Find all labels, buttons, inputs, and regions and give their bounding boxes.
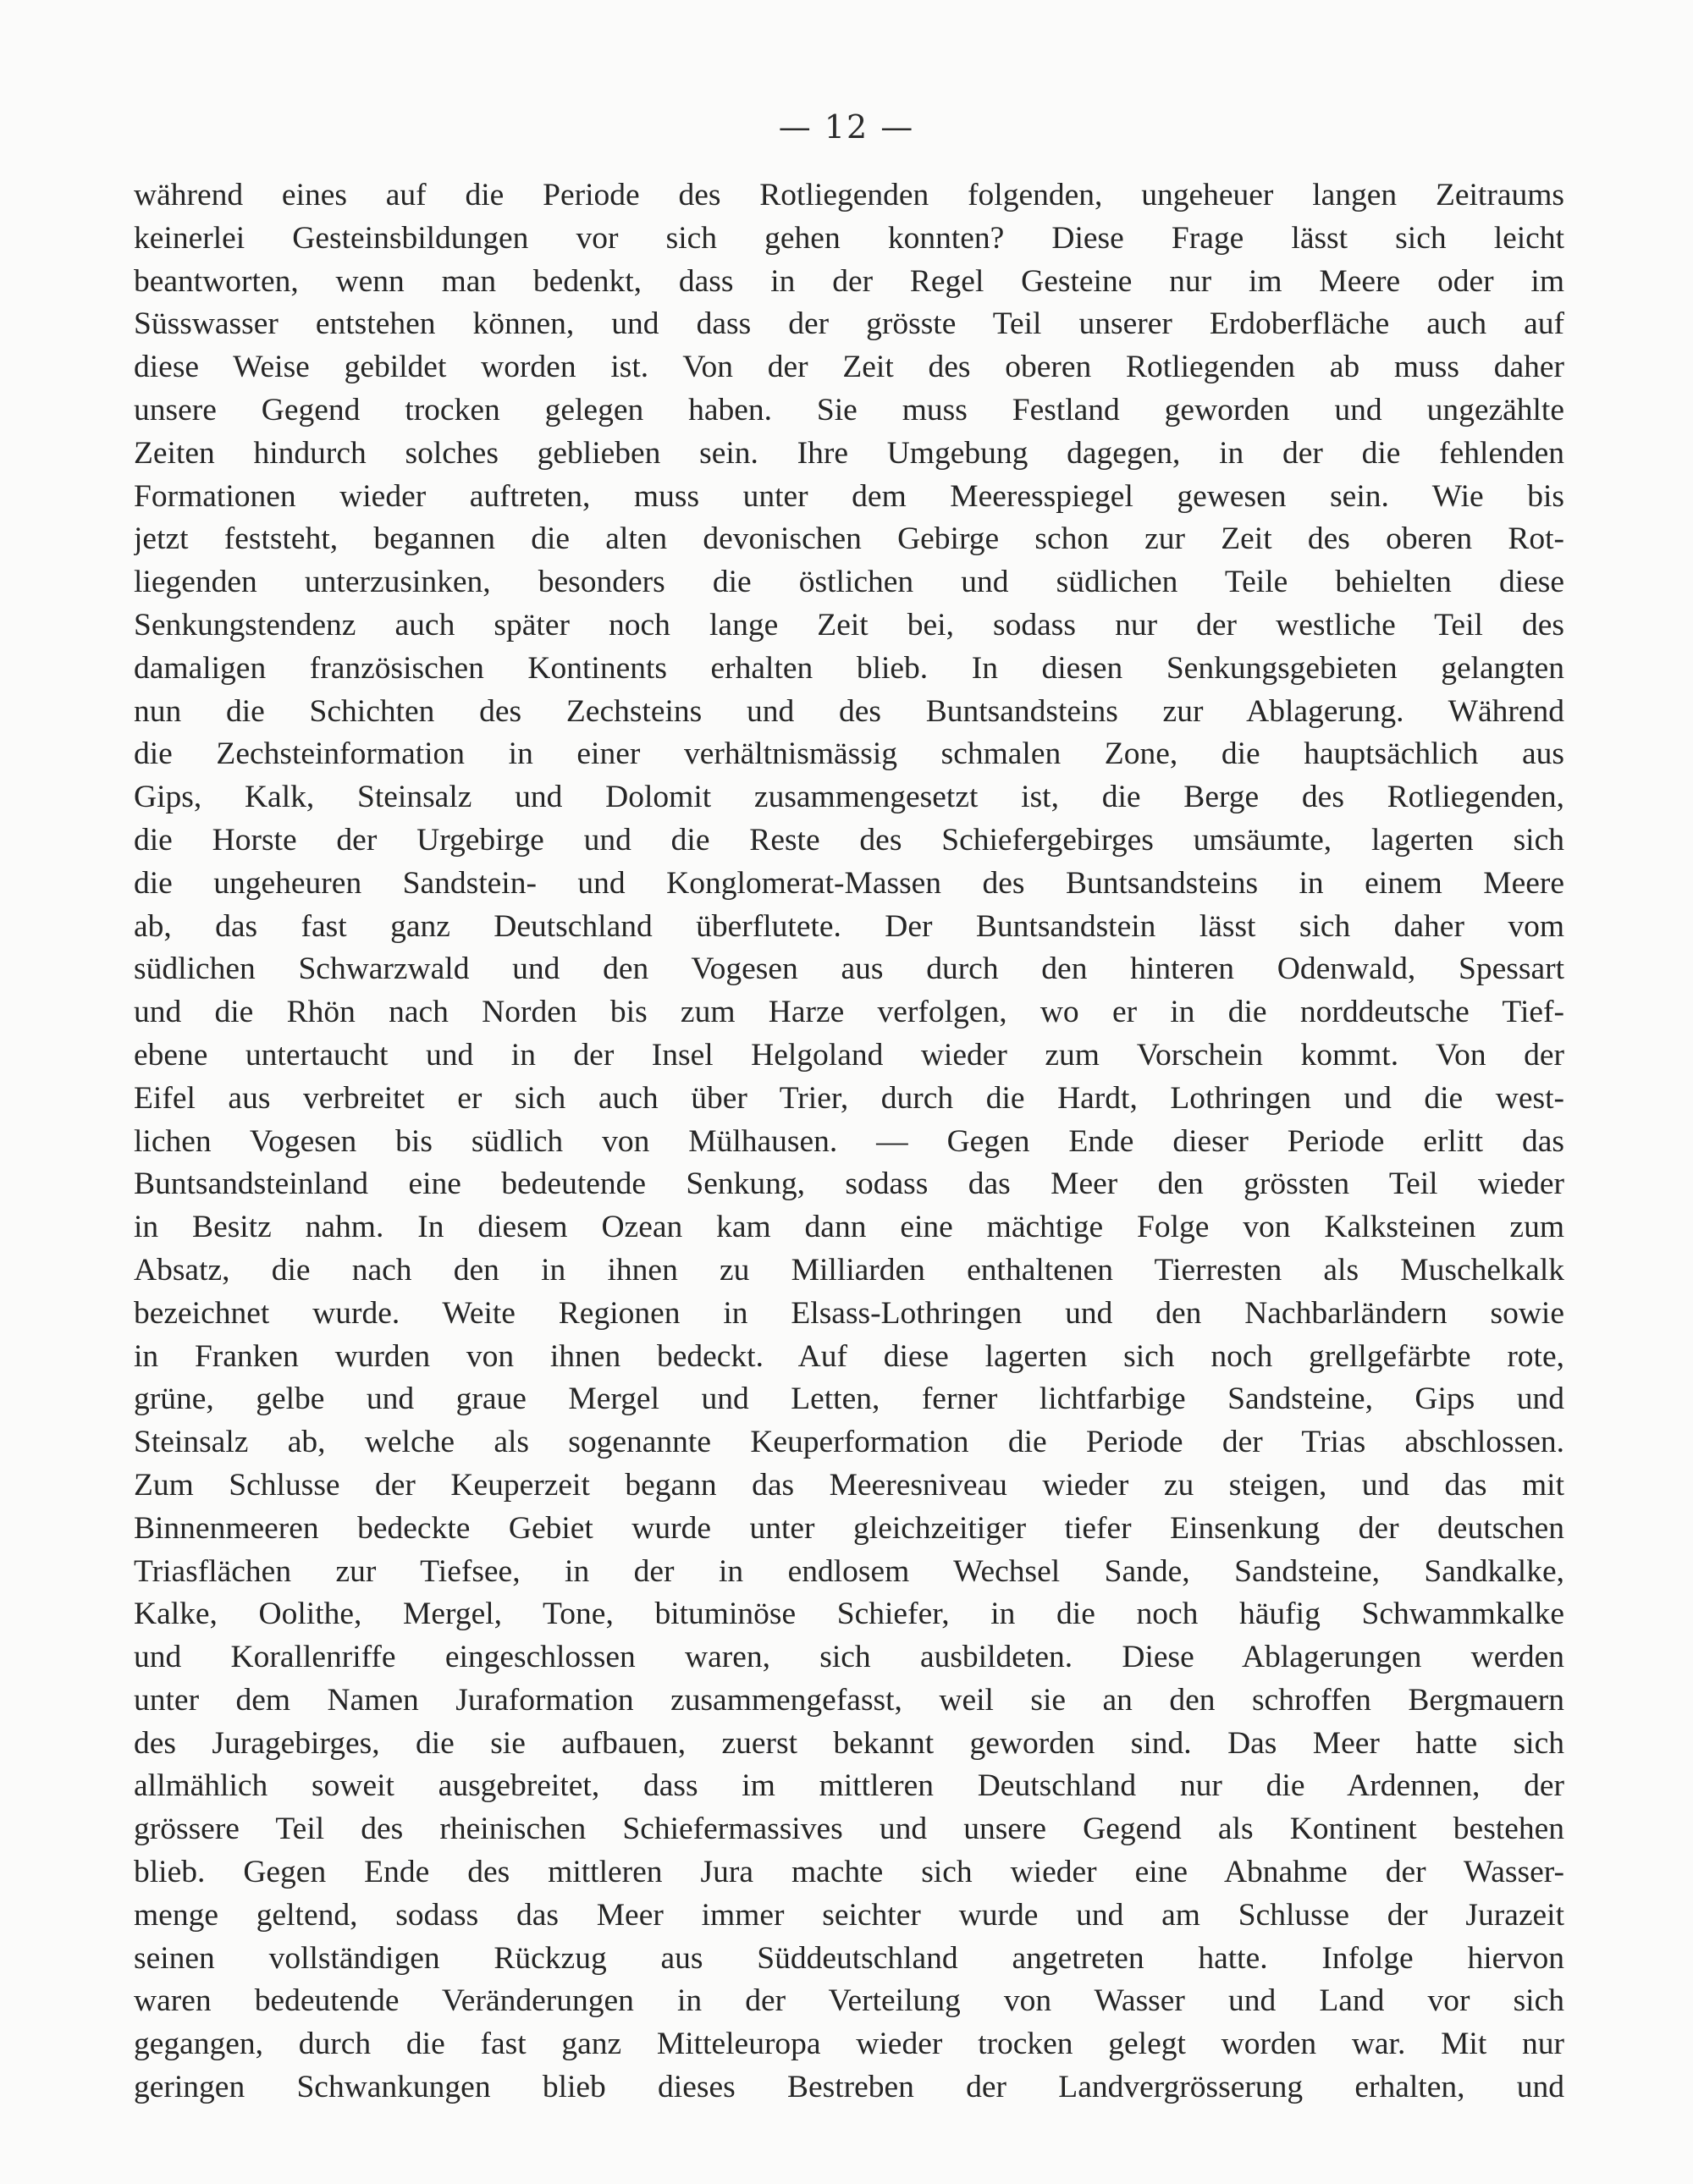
text-line: allmählich soweit ausgebreitet, dass im mittleren Deutschland nur die Ardennen, der [134, 1768, 1564, 1804]
body-text [134, 174, 1564, 2110]
text-line: Formationen wieder auftreten, muss unter dem Meeresspiegel gewesen sein. Wie bis [134, 478, 1564, 514]
text-line: während eines auf die Periode des Rotliegenden folgenden, ungeheuer langen Zeitraums [134, 178, 1564, 212]
text-line: Buntsandsteinland eine bedeutende Senkung, sodass das Meer den grössten Teil wieder [134, 1166, 1564, 1202]
page-number: — 12 — [778, 108, 915, 146]
text-line: jetzt feststeht, begannen die alten devonischen Gebirge schon zur Zeit des oberen Rot- [134, 521, 1564, 557]
text-line: beantworten, wenn man bedenkt, dass in der Regel Gesteine nur im Meere oder im [134, 263, 1564, 299]
text-line: unter dem Namen Juraformation zusammengefasst, weil sie an den schroffen Bergmauern [134, 1682, 1564, 1718]
text-line: die ungeheuren Sandstein- und Konglomerat-Massen des Buntsandsteins in einem Meere [134, 865, 1564, 901]
text-line: Süsswasser entstehen können, und dass der grösste Teil unserer Erdoberfläche auch auf [134, 306, 1564, 342]
text-line: grössere Teil des rheinischen Schiefermassives und unsere Gegend als Kontinent bestehen [134, 1812, 1564, 1847]
text-line: waren bedeutende Veränderungen in der Verteilung von Wasser und Land vor sich [134, 1983, 1564, 2019]
text-line: in Besitz nahm. In diesem Ozean kam dann eine mächtige Folge von Kalksteinen zum [134, 1210, 1564, 1245]
text-line: Eifel aus verbreitet er sich auch über Trier, durch die Hardt, Lothringen und die west- [134, 1080, 1564, 1116]
text-line: diese Weise gebildet worden ist. Von der Zeit des oberen Rotliegenden ab muss daher [134, 350, 1564, 385]
text-line: ebene untertaucht und in der Insel Helgoland wieder zum Vorschein kommt. Von der [134, 1037, 1564, 1073]
text-line: des Juragebirges, die sie aufbauen, zuerst bekannt geworden sind. Das Meer hatte sich [134, 1725, 1564, 1761]
text-line: gegangen, durch die fast ganz Mitteleuropa wieder trocken gelegt worden war. Mit nur [134, 2027, 1564, 2062]
text-line: liegenden unterzusinken, besonders die östlichen und südlichen Teile behielten diese [134, 565, 1564, 600]
text-line: menge geltend, sodass das Meer immer seichter wurde und am Schlusse der Jurazeit [134, 1897, 1564, 1933]
text-line: südlichen Schwarzwald und den Vogesen aus durch den hinteren Odenwald, Spessart [134, 951, 1564, 987]
text-line: geringen Schwankungen blieb dieses Bestreben der Landvergrösserung erhalten, und [134, 2070, 1564, 2105]
text-line: nun die Schichten des Zechsteins und des Buntsandsteins zur Ablagerung. Während [134, 693, 1564, 729]
text-line: die Horste der Urgebirge und die Reste des Schiefergebirges umsäumte, lagerten sich [134, 822, 1564, 858]
text-line: und die Rhön nach Norden bis zum Harze verfolgen, wo er in die norddeutsche Tief- [134, 995, 1564, 1030]
text-line: bezeichnet wurde. Weite Regionen in Elsass-Lothringen und den Nachbarländern sowie [134, 1295, 1564, 1331]
text-line: Gips, Kalk, Steinsalz und Dolomit zusammengesetzt ist, die Berge des Rotliegenden, [134, 780, 1564, 815]
text-line: Absatz, die nach den in ihnen zu Milliarden enthaltenen Tierresten als Muschelkalk [134, 1252, 1564, 1288]
text-line: Zum Schlusse der Keuperzeit begann das Meeresniveau wieder zu steigen, und das mit [134, 1467, 1564, 1503]
text-line: Kalke, Oolithe, Mergel, Tone, bituminöse Schiefer, in die noch häufig Schwammkalke [134, 1597, 1564, 1632]
text-line: Zeiten hindurch solches geblieben sein. Ihre Umgebung dagegen, in der die fehlenden [134, 435, 1564, 471]
text-line: keinerlei Gesteinsbildungen vor sich gehen konnten? Diese Frage lässt sich leicht [134, 220, 1564, 256]
text-line: damaligen französischen Kontinents erhalten blieb. In diesen Senkungsgebieten gelangten [134, 650, 1564, 686]
text-line: seinen vollständigen Rückzug aus Süddeutschland angetreten hatte. Infolge hiervon [134, 1940, 1564, 1976]
text-line: unsere Gegend trocken gelegen haben. Sie muss Festland geworden und ungezählte [134, 392, 1564, 427]
text-line: Steinsalz ab, welche als sogenannte Keuperformation die Periode der Trias abschlossen. [134, 1425, 1564, 1460]
text-line: grüne, gelbe und graue Mergel und Letten, ferner lichtfarbige Sandsteine, Gips und [134, 1382, 1564, 1417]
text-line: ab, das fast ganz Deutschland überflutete. Der Buntsandstein lässt sich daher vom [134, 908, 1564, 944]
text-line: in Franken wurden von ihnen bedeckt. Auf diese lagerten sich noch grellgefärbte rote, [134, 1338, 1564, 1374]
text-line: lichen Vogesen bis südlich von Mülhausen. — Gegen Ende dieser Periode erlitt das [134, 1123, 1564, 1159]
text-line: Senkungstendenz auch später noch lange Zeit bei, sodass nur der westliche Teil des [134, 607, 1564, 643]
text-line: blieb. Gegen Ende des mittleren Jura machte sich wieder eine Abnahme der Wasser- [134, 1855, 1564, 1890]
text-line: und Korallenriffe eingeschlossen waren, sich ausbildeten. Diese Ablagerungen werden [134, 1640, 1564, 1675]
text-line: Binnenmeeren bedeckte Gebiet wurde unter gleichzeitiger tiefer Einsenkung der deutschen [134, 1510, 1564, 1546]
text-line: die Zechsteinformation in einer verhältnismässig schmalen Zone, die hauptsächlich aus [134, 736, 1564, 772]
text-line: Triasflächen zur Tiefsee, in der in endlosem Wechsel Sande, Sandsteine, Sandkalke, [134, 1553, 1564, 1589]
